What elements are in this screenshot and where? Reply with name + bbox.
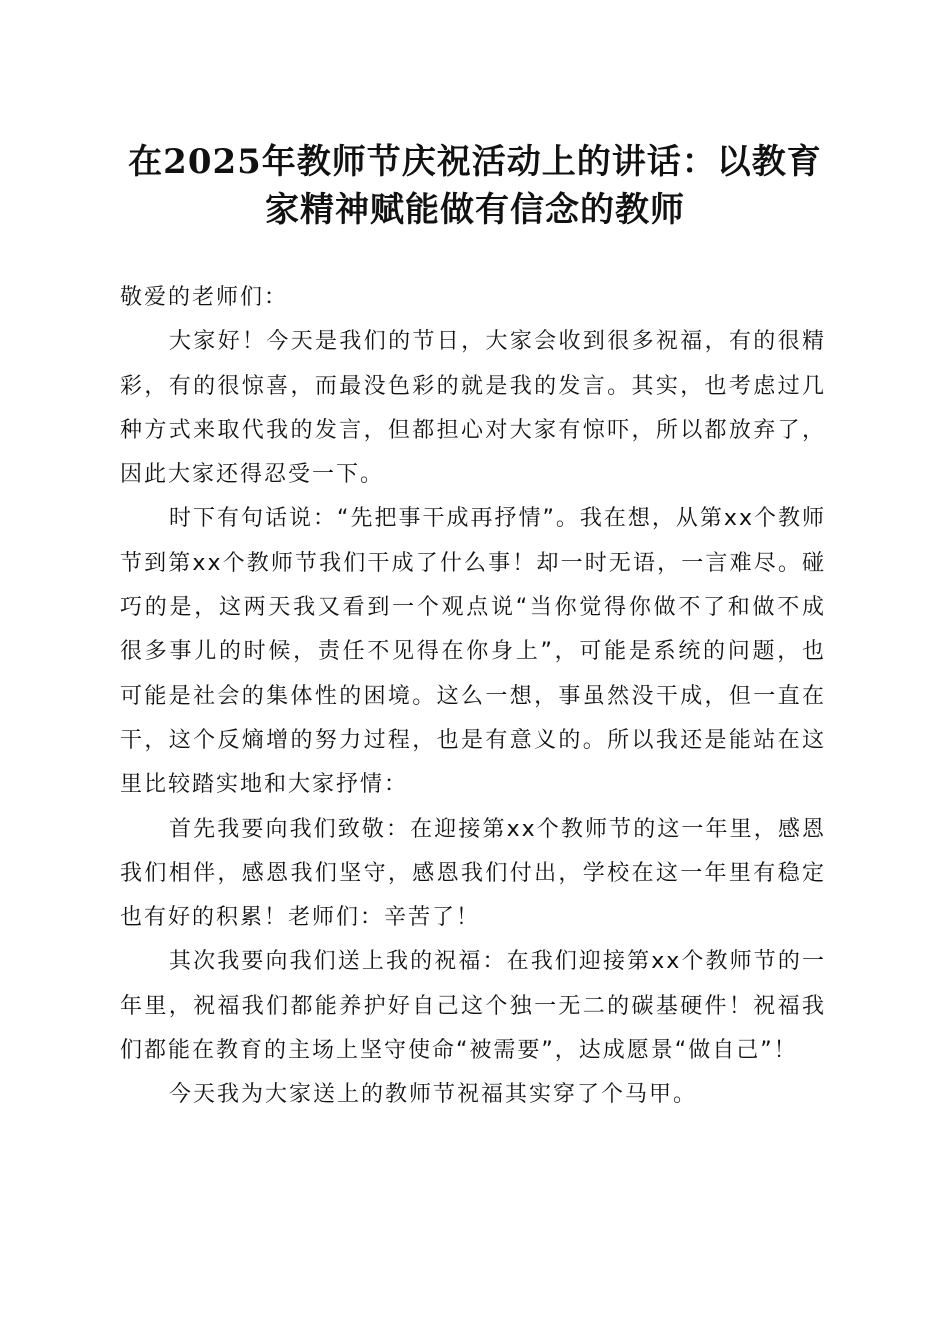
paragraph-5: 今天我为大家送上的教师节祝福其实穿了个马甲。 <box>169 1082 698 1108</box>
salutation: 敬爱的老师们： <box>120 285 289 310</box>
title-line-2: 家精神赋能做有信念的教师 <box>265 190 685 230</box>
paragraph-2: 时下有句话说：“先把事干成再抒情”。我在想，从第xx个教师节到第xx个教师节我们干成了什么事！却一时无语，一言难尽。碰巧的是，这两天我又看到一个观点说“当你觉得你做不了和做不成很多事儿的时候，责任不见得在你身上”，可能是系统的问题，也可能是社会的集体性的困境。这么一想，事虽然没干成，但一直在干，这个反熵增的努力过程，也是有意义的。所以我还是能站在这里比较踏实地和大家抒情： <box>120 506 826 798</box>
title-line-1: 在2025年教师节庆祝活动上的讲话：以教育 <box>128 142 822 182</box>
document-title <box>110 138 840 234</box>
document-body <box>120 276 826 1118</box>
paragraph-4: 其次我要向我们送上我的祝福：在我们迎接第xx个教师节的一年里，祝福我们都能养护好自己这个独一无二的碳基硬件！祝福我们都能在教育的主场上坚守使命“被需要”，达成愿景“做自己”！ <box>120 949 826 1064</box>
paragraph-3: 首先我要向我们致敬：在迎接第xx个教师节的这一年里，感恩我们相伴，感恩我们坚守，感恩我们付出，学校在这一年里有稳定也有好的积累！老师们：辛苦了！ <box>120 816 826 931</box>
paragraph-1: 大家好！今天是我们的节日，大家会收到很多祝福，有的很精彩，有的很惊喜，而最没色彩的就是我的发言。其实，也考虑过几种方式来取代我的发言，但都担心对大家有惊吓，所以都放弃了，因此大家还得忍受一下。 <box>120 329 826 488</box>
